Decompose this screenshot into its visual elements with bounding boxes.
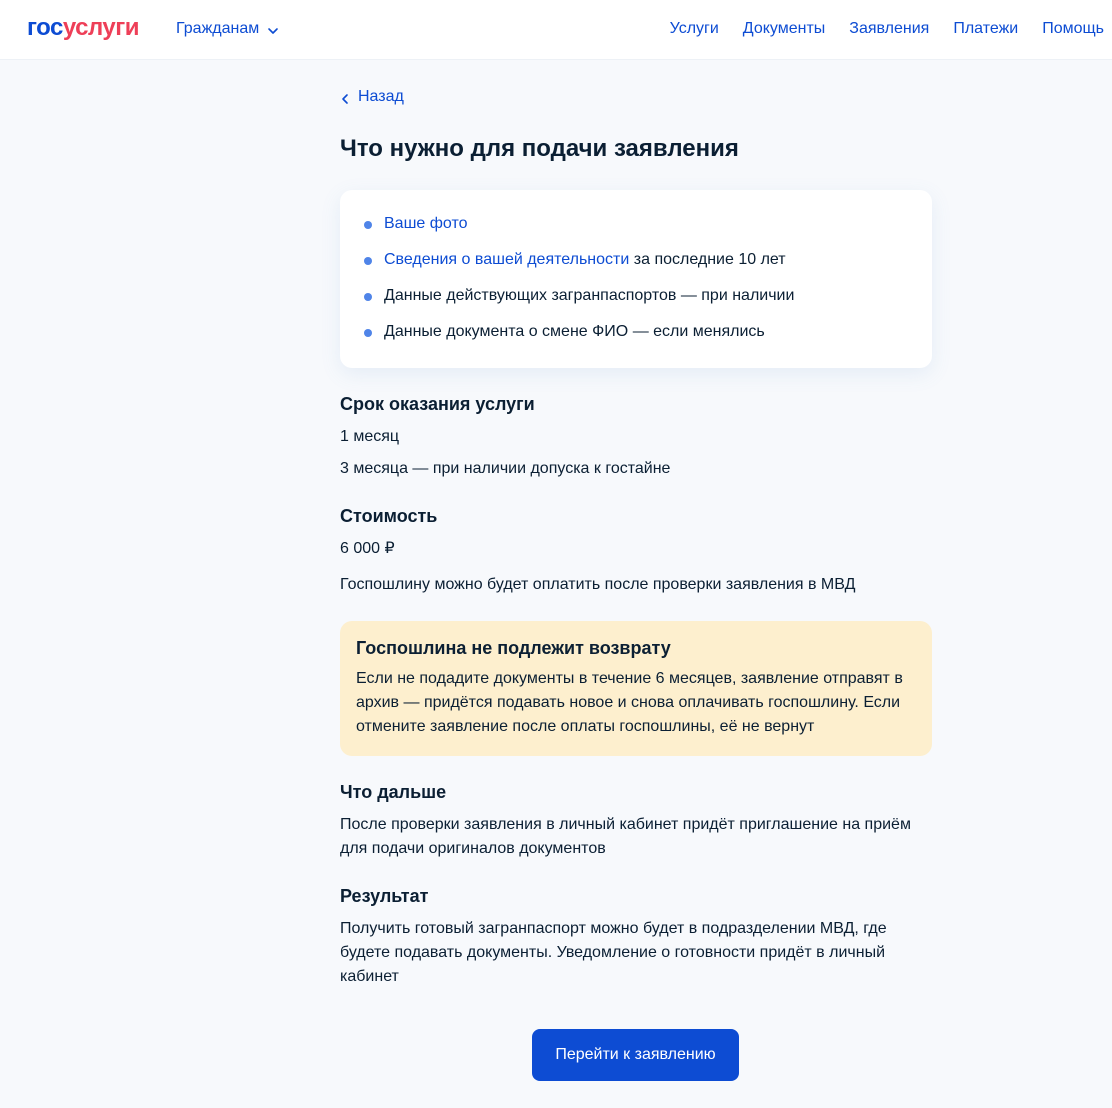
list-item-text: Данные документа о смене ФИО — если менялись: [384, 323, 765, 340]
term-line-2: 3 месяца — при наличии допуска к гостайне: [340, 460, 671, 477]
requirements-card: [340, 190, 932, 368]
list-item: [364, 214, 908, 234]
cost-amount: 6 000 ₽: [340, 540, 395, 557]
cost-title: Стоимость: [340, 506, 438, 526]
bullet-icon: [364, 293, 372, 301]
nav-item-documents[interactable]: Документы: [742, 20, 826, 37]
site-header: [0, 0, 1112, 60]
page-title: Что нужно для подачи заявления: [340, 135, 739, 162]
audience-label: Гражданам: [176, 20, 260, 37]
gosuslugi-logo[interactable]: [27, 14, 139, 42]
chevron-left-icon: [340, 91, 350, 103]
list-item-text: за последние 10 лет: [629, 251, 786, 268]
term-title: Срок оказания услуги: [340, 394, 535, 414]
result-title: Результат: [340, 886, 429, 906]
chevron-down-icon: [267, 23, 279, 35]
nav-item-payments[interactable]: Платежи: [953, 20, 1019, 37]
bullet-icon: [364, 221, 372, 229]
result-text: Получить готовый загранпаспорт можно будет в подразделении МВД, где будете подавать документы. Уведомление о готовности придёт в личный кабинет: [340, 920, 887, 985]
bullet-icon: [364, 257, 372, 265]
logo-part-uslugi: услуги: [62, 14, 139, 41]
nav-item-services[interactable]: Услуги: [669, 20, 719, 37]
list-item: [364, 286, 908, 306]
warning-banner: [340, 621, 932, 756]
term-line-1: 1 месяц: [340, 428, 400, 445]
list-item-text: Данные действующих загранпаспортов — при наличии: [384, 287, 795, 304]
nav-item-help[interactable]: Помощь: [1042, 20, 1104, 37]
warning-title: Госпошлина не подлежит возврату: [356, 638, 671, 658]
photo-link[interactable]: Ваше фото: [384, 215, 468, 232]
bullet-icon: [364, 329, 372, 337]
list-item: [364, 250, 908, 270]
next-steps-title: Что дальше: [340, 782, 447, 802]
back-label: Назад: [358, 88, 404, 105]
next-steps-text: После проверки заявления в личный кабинет придёт приглашение на приём для подачи оригиналов документов: [340, 816, 911, 857]
list-item: [364, 322, 908, 342]
back-link[interactable]: [340, 87, 404, 107]
main-nav: [646, 19, 1104, 39]
audience-selector[interactable]: [176, 19, 279, 39]
cost-note: Госпошлину можно будет оплатить после проверки заявления в МВД: [340, 576, 856, 593]
warning-text: Если не подадите документы в течение 6 месяцев, заявление отправят в архив — придётся подавать новое и снова оплачивать госпошлину. Если отмените заявление после оплаты госпошлины, её не вернут: [356, 670, 903, 735]
activity-info-link[interactable]: Сведения о вашей деятельности: [384, 251, 630, 268]
requirements-list: [364, 214, 908, 342]
nav-item-applications[interactable]: Заявления: [849, 20, 930, 37]
logo-part-gos: гос: [27, 14, 63, 41]
go-to-application-button[interactable]: Перейти к заявлению: [532, 1029, 739, 1081]
